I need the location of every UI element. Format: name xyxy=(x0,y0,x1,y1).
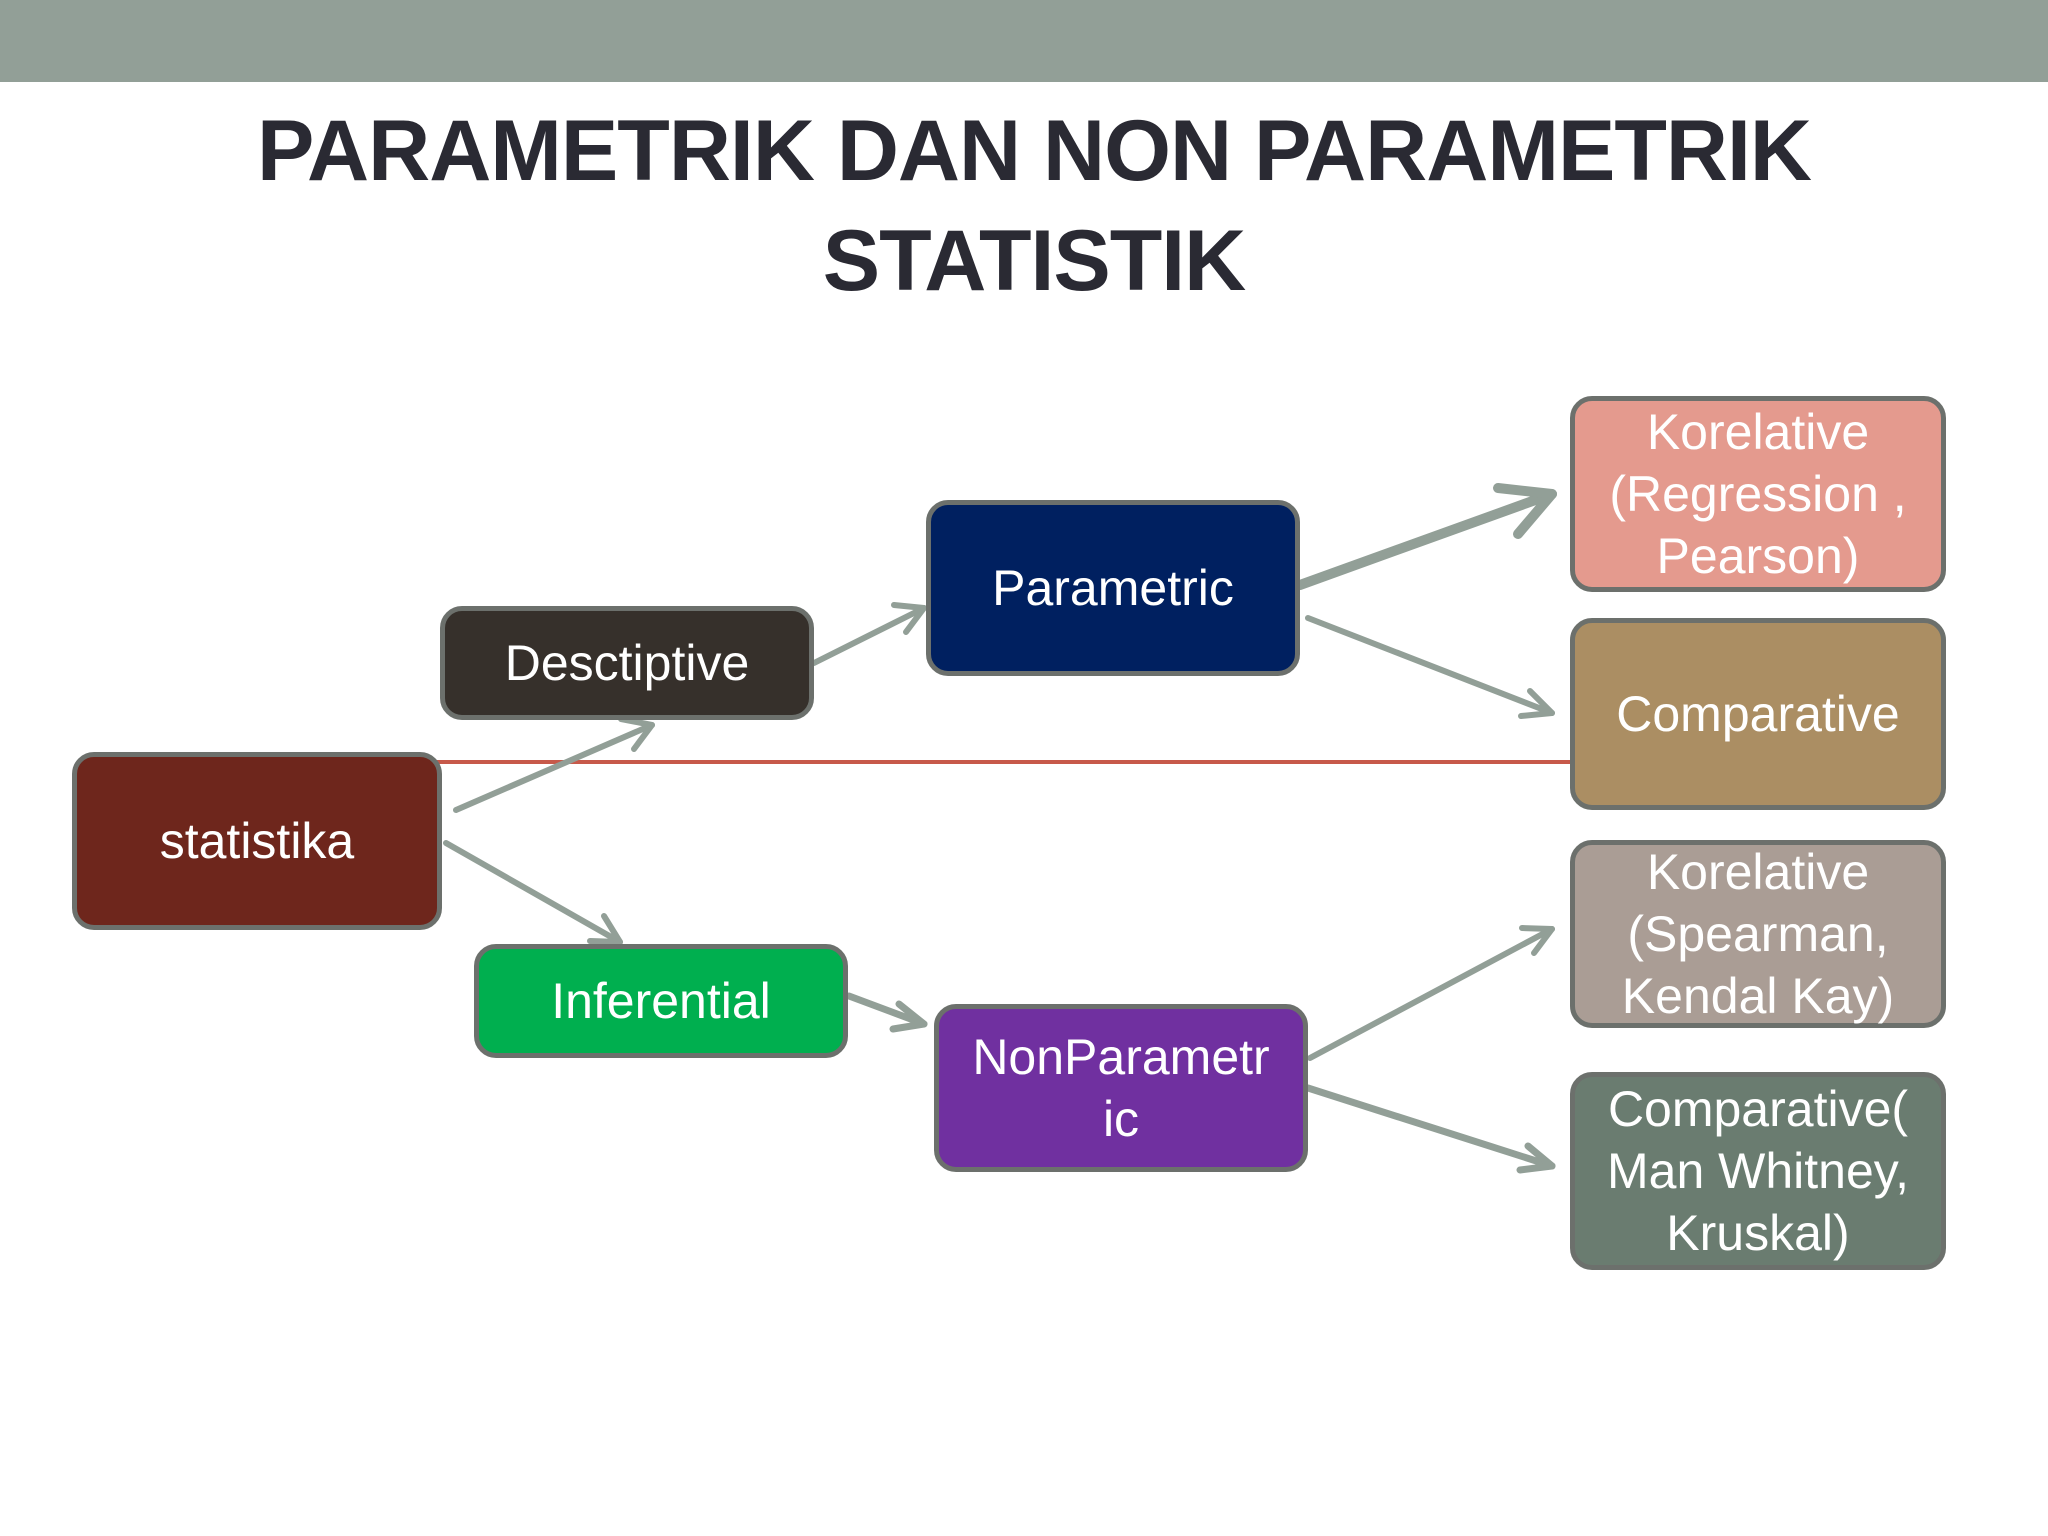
inferential-label: Inferential xyxy=(551,973,771,1029)
arrow-nonparametric-to-korelative xyxy=(1310,928,1552,1058)
korelative-nonparametric-node xyxy=(1570,840,1946,1028)
korelative-nonparametric-line-3: Kendal Kay) xyxy=(1621,968,1895,1024)
nonparametric-label xyxy=(972,1026,1269,1150)
arrow-statistika-to-inferential xyxy=(446,843,620,942)
comparative-parametric-label: Comparative xyxy=(1616,686,1900,742)
korelative-nonparametric-line-2: (Spearman, xyxy=(1627,906,1889,962)
arrow-statistika-to-descriptive xyxy=(456,719,652,810)
inferential-node xyxy=(474,944,848,1058)
comparative-nonparametric-node xyxy=(1570,1072,1946,1270)
nonparametric-node xyxy=(934,1004,1308,1172)
descriptive-node xyxy=(440,606,814,720)
comparative-nonparametric-label xyxy=(1607,1078,1909,1264)
nonparametric-label-line-2: ic xyxy=(1102,1091,1140,1147)
korelative-parametric-line-3: Pearson) xyxy=(1656,528,1860,584)
comparative-nonparametric-line-1: Comparative( xyxy=(1607,1081,1909,1137)
comparative-parametric-node xyxy=(1570,618,1946,810)
descriptive-label: Desctiptive xyxy=(504,635,750,691)
korelative-parametric-node xyxy=(1570,396,1946,592)
parametric-node xyxy=(926,500,1300,676)
arrow-parametric-to-korelative xyxy=(1300,488,1552,585)
korelative-nonparametric-label xyxy=(1622,841,1894,1027)
arrow-parametric-to-comparative xyxy=(1308,618,1552,716)
korelative-parametric-line-2: (Regression , xyxy=(1609,466,1907,522)
korelative-parametric-label xyxy=(1609,401,1906,587)
arrow-descriptive-to-parametric xyxy=(814,605,924,663)
parametric-label: Parametric xyxy=(992,560,1234,616)
statistika-node xyxy=(72,752,442,930)
arrow-inferential-to-nonparametric xyxy=(849,996,924,1029)
comparative-nonparametric-line-3: Kruskal) xyxy=(1666,1205,1850,1261)
korelative-parametric-line-1: Korelative xyxy=(1646,404,1870,460)
comparative-nonparametric-line-2: Man Whitney, xyxy=(1607,1143,1909,1199)
statistika-label: statistika xyxy=(159,813,355,869)
title-line-2: STATISTIK xyxy=(822,213,1246,309)
title-line-1: PARAMETRIK DAN NON PARAMETRIK xyxy=(257,103,1811,199)
nonparametric-label-line-1: NonParametr xyxy=(972,1029,1270,1085)
korelative-nonparametric-line-1: Korelative xyxy=(1646,844,1870,900)
arrow-nonparametric-to-comparative xyxy=(1308,1088,1552,1170)
